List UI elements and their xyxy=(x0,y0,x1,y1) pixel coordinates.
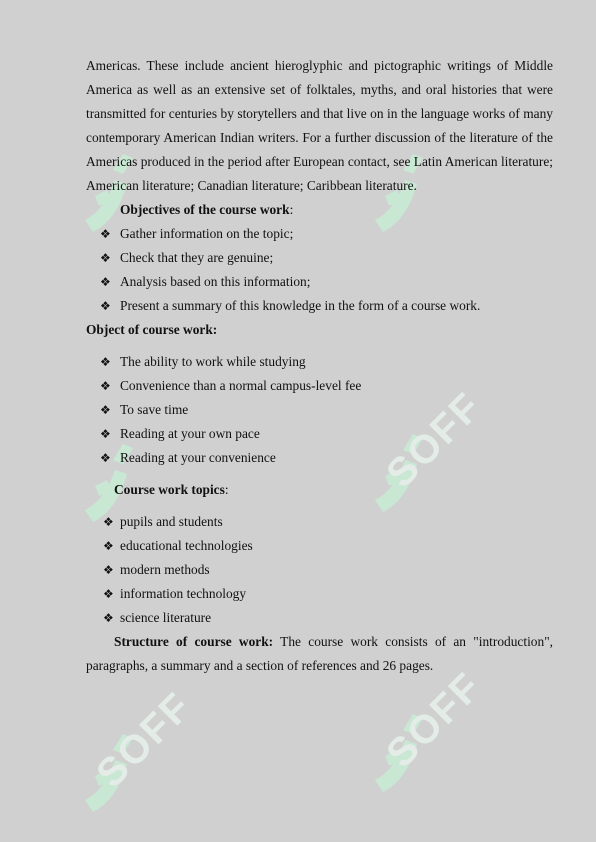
topics-heading-line xyxy=(86,478,553,502)
list-item xyxy=(86,270,553,294)
list-item-text: science literature xyxy=(120,610,212,625)
object-heading: Object of course work: xyxy=(86,322,218,337)
watermark-text: SOFF xyxy=(378,664,491,777)
list-item xyxy=(86,534,553,558)
list-item xyxy=(86,606,553,630)
list-item-text: pupils and students xyxy=(120,514,223,529)
objectives-heading-line xyxy=(86,198,553,222)
list-item xyxy=(86,222,553,246)
watermark-logo xyxy=(365,664,515,820)
list-item-text: modern methods xyxy=(120,562,210,577)
list-item-text: Check that they are genuine; xyxy=(120,250,274,265)
intro-paragraph: Americas. These include ancient hieroglyphic and pictographic writings of Middle America as well as an extensive set of folktales, myths, and oral histories that were transmitted for centuries by storytellers and that live on in the language works of many contemporary American Indian writers. For a further discussion of the literature of the Americas produced in the period after European contact, see Latin American literature; American literature; Canadian literature; Caribbean literature. xyxy=(86,58,553,193)
diamond-bullet-icon: ❖ xyxy=(100,427,111,441)
watermark-text: SOFF xyxy=(378,384,491,497)
list-item-text: Present a summary of this knowledge in the form of a course work. xyxy=(120,298,481,313)
list-item-text: Reading at your own pace xyxy=(120,426,260,441)
objectives-colon: : xyxy=(289,202,294,217)
list-item xyxy=(86,398,553,422)
diamond-bullet-icon: ❖ xyxy=(100,227,111,241)
structure-paragraph xyxy=(86,630,553,678)
list-item xyxy=(86,350,553,374)
list-item xyxy=(86,558,553,582)
topics-list xyxy=(86,510,553,630)
diamond-bullet-icon: ❖ xyxy=(100,251,111,265)
list-item-text: To save time xyxy=(120,402,189,417)
object-heading-line xyxy=(86,318,553,342)
diamond-bullet-icon: ❖ xyxy=(100,403,111,417)
watermark-logo xyxy=(75,684,225,840)
diamond-bullet-icon: ❖ xyxy=(103,539,114,553)
list-item-text: Reading at your convenience xyxy=(120,450,276,465)
topics-heading: Course work topics xyxy=(114,482,225,497)
object-list xyxy=(86,350,553,470)
list-item-text: educational technologies xyxy=(120,538,253,553)
list-item xyxy=(86,294,553,318)
list-item-text: Analysis based on this information; xyxy=(120,274,311,289)
objectives-list xyxy=(86,222,553,318)
list-item-text: The ability to work while studying xyxy=(120,354,306,369)
list-item xyxy=(86,374,553,398)
diamond-bullet-icon: ❖ xyxy=(103,611,114,625)
structure-text: The course work consists of an "introduction", paragraphs, a summary and a section of references and 26 pages. xyxy=(86,634,554,673)
diamond-bullet-icon: ❖ xyxy=(100,451,111,465)
structure-heading: Structure of course work: xyxy=(114,634,274,649)
diamond-bullet-icon: ❖ xyxy=(100,275,111,289)
topics-colon: : xyxy=(224,482,229,497)
watermark-text: SOFF xyxy=(88,684,201,797)
diamond-bullet-icon: ❖ xyxy=(100,379,111,393)
list-item xyxy=(86,510,553,534)
list-item-text: Convenience than a normal campus-level fee xyxy=(120,378,362,393)
list-item xyxy=(86,422,553,446)
diamond-bullet-icon: ❖ xyxy=(103,563,114,577)
diamond-bullet-icon: ❖ xyxy=(103,587,114,601)
page-content xyxy=(86,54,553,678)
diamond-bullet-icon: ❖ xyxy=(100,299,111,313)
diamond-bullet-icon: ❖ xyxy=(100,355,111,369)
list-item-text: information technology xyxy=(120,586,247,601)
list-item xyxy=(86,246,553,270)
diamond-bullet-icon: ❖ xyxy=(103,515,114,529)
list-item xyxy=(86,446,553,470)
objectives-heading: Objectives of the course work xyxy=(120,202,290,217)
list-item xyxy=(86,582,553,606)
list-item-text: Gather information on the topic; xyxy=(120,226,294,241)
